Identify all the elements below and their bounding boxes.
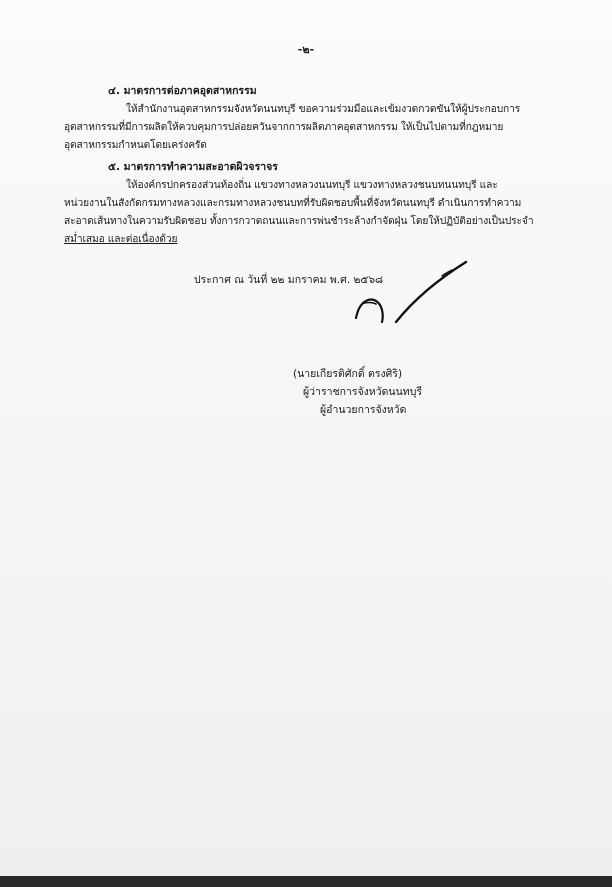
section-4-line-2: อุตสาหกรรมที่มีการผลิตให้ควบคุมการปล่อยควันจากการผลิตภาคอุตสาหกรรม ให้เป็นไปตามที่กฎหมาย (64, 122, 504, 133)
signatory-title-director: ผู้อำนวยการจังหวัด (320, 404, 407, 416)
section-4-heading: ๔. มาตรการต่อภาคอุตสาหกรรม (108, 85, 257, 97)
section-5-heading: ๕. มาตรการทำความสะอาดผิวจราจร (108, 161, 278, 173)
section-5-line-4: สม่ำเสมอ และต่อเนื่องด้วย (64, 234, 178, 245)
section-4-line-1: ให้สำนักงานอุตสาหกรรมจังหวัดนนทบุรี ขอความร่วมมือและเข้มงวดกวดขันให้ผู้ประกอบการ (126, 104, 521, 115)
signatory-name: (นายเกียรติศักดิ์ ตรงศิริ) (293, 368, 403, 380)
signature-mark (352, 258, 472, 328)
page-number: -๒- (297, 43, 315, 56)
section-5-line-1: ให้องค์กรปกครองส่วนท้องถิ่น แขวงทางหลวงนนทบุรี แขวงทางหลวงชนบทนนทบุรี และ (126, 180, 498, 191)
signatory-title-governor: ผู้ว่าราชการจังหวัดนนทบุรี (303, 386, 422, 398)
bottom-edge-bar (0, 876, 612, 887)
announcement-date: ประกาศ ณ วันที่ ๒๒ มกราคม พ.ศ. ๒๕๖๘ (194, 274, 384, 286)
section-5-line-3: สะอาดเส้นทางในความรับผิดชอบ ทั้งการกวาดถนนและการพ่นชำระล้างกำจัดฝุ่น โดยให้ปฏิบัติอย่างเป็นประจำ (64, 216, 534, 227)
section-4-line-3: อุตสาหกรรมกำหนดโดยเคร่งครัด (64, 140, 207, 151)
section-5-line-2: หน่วยงานในสังกัดกรมทางหลวงและกรมทางหลวงชนบทที่รับผิดชอบพื้นที่จังหวัดนนทบุรี ดำเนินการทำความ (64, 198, 522, 209)
